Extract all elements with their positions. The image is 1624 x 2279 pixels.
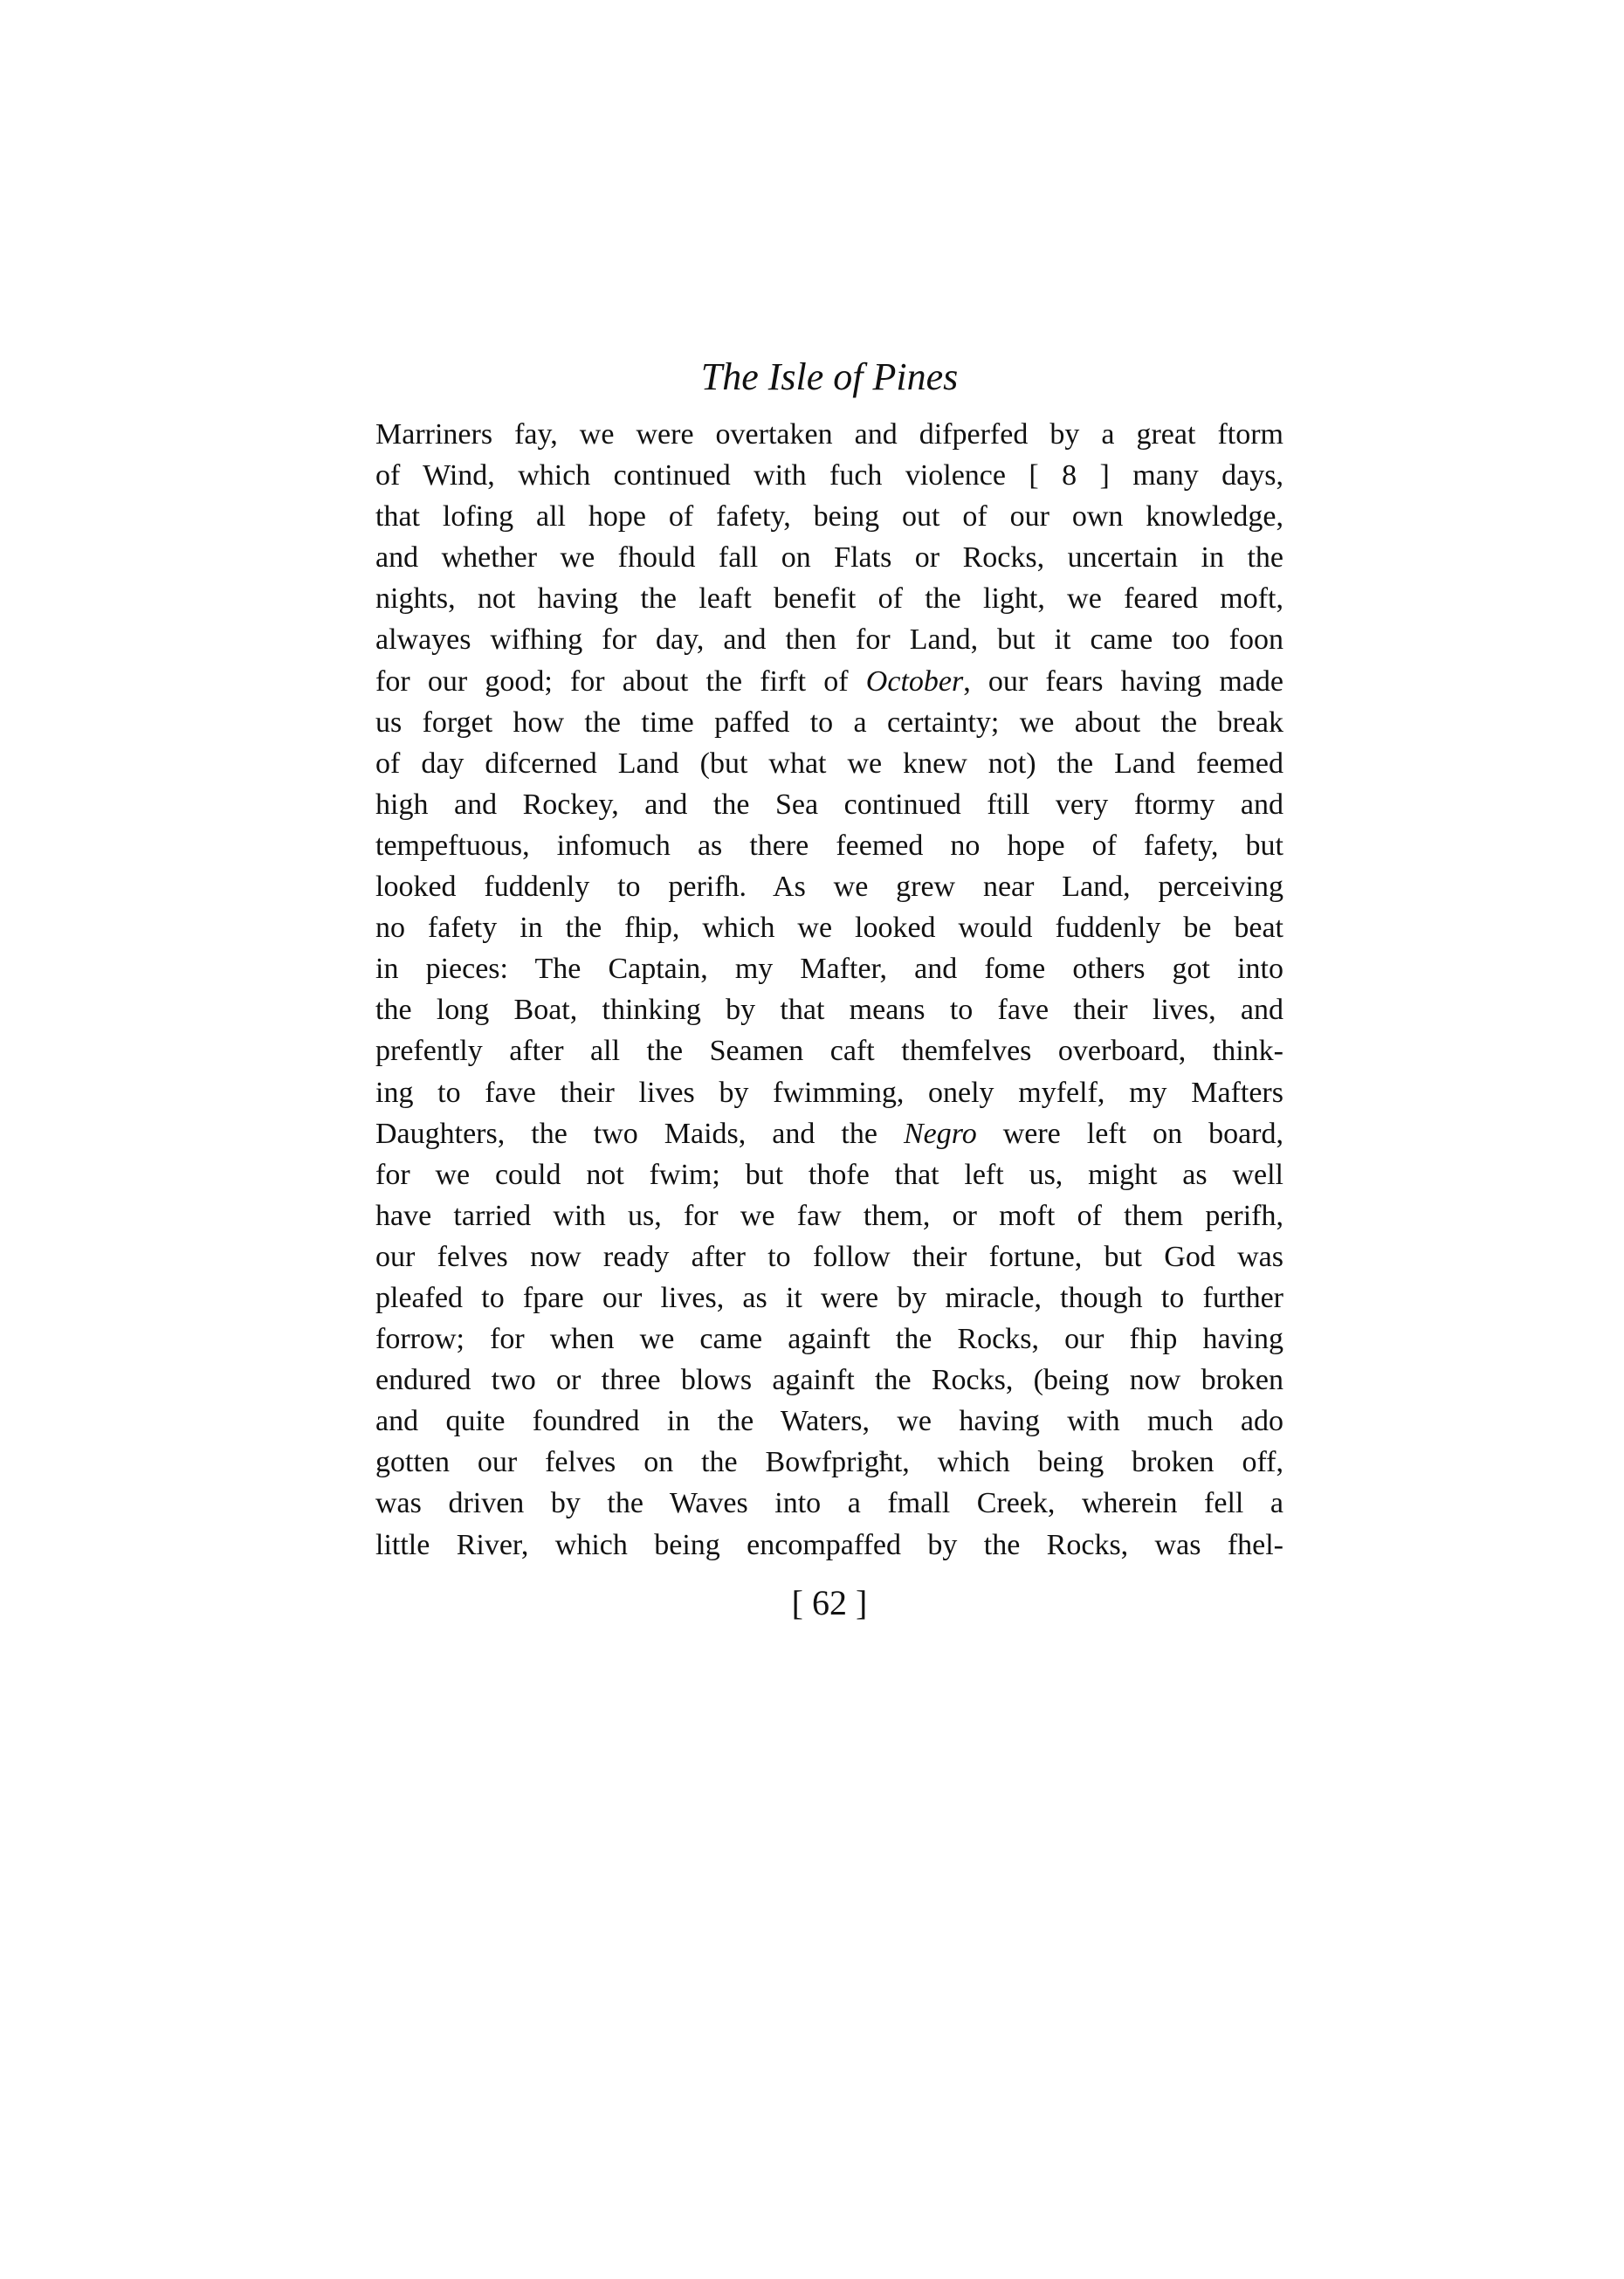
italic-word: Negro <box>903 1117 977 1150</box>
text-line: and whether we fhould fall on Flats or Rocks, uncertain in the <box>375 541 1283 575</box>
text-segment: for our good; for about the firft of <box>375 664 849 698</box>
text-line: our felves now ready after to follow their fortune, but God was <box>375 1240 1283 1273</box>
text-line: Marriners fay, we were overtaken and difperfed by a great ftorm <box>375 418 1283 451</box>
text-line: in pieces: The Captain, my Mafter, and fome others got into <box>375 953 1283 986</box>
text-line: alwayes wifhing for day, and then for Land, but it came too foon <box>375 623 1283 657</box>
text-line: forrow; for when we came againft the Rocks, our fhip having <box>375 1323 1283 1356</box>
text-line: gotten our felves on the Bowfprigħt, which being broken off, <box>375 1446 1283 1479</box>
body-text <box>375 414 1283 1566</box>
text-line: was driven by the Waves into a fmall Creek, wherein fell a <box>375 1487 1283 1520</box>
text-line: the long Boat, thinking by that means to fave their lives, and <box>375 994 1283 1027</box>
running-head: The Isle of Pines <box>700 355 959 398</box>
italic-word: October <box>865 664 964 698</box>
text-line: and quite foundred in the Waters, we having with much ado <box>375 1405 1283 1438</box>
text-line: little River, which being encompaffed by the Rocks, was fhel- <box>375 1528 1283 1561</box>
text-line <box>375 1113 1283 1154</box>
text-line: pleafed to fpare our lives, as it were by miracle, though to further <box>375 1281 1283 1314</box>
text-line: us forget how the time paffed to a certainty; we about the break <box>375 706 1283 739</box>
text-segment: , our fears having made <box>963 664 1283 698</box>
text-line <box>375 661 1283 702</box>
text-line: tempeftuous, infomuch as there feemed no hope of fafety, but <box>375 829 1283 862</box>
text-line: ing to fave their lives by fwimming, onely myfelf, my Mafters <box>375 1076 1283 1109</box>
text-segment: Daughters, the two Maids, and the <box>375 1117 877 1150</box>
text-line: of day difcerned Land (but what we knew not) the Land feemed <box>375 747 1283 780</box>
text-line: nights, not having the leaft benefit of the light, we feared moft, <box>375 582 1283 616</box>
text-line: of Wind, which continued with fuch violence [ 8 ] many days, <box>375 459 1283 492</box>
text-line: endured two or three blows againft the Rocks, (being now broken <box>375 1364 1283 1397</box>
text-segment: were left on board, <box>976 1117 1284 1150</box>
text-line: have tarried with us, for we faw them, or moft of them perifh, <box>375 1199 1283 1232</box>
text-line: no fafety in the fhip, which we looked would fuddenly be beat <box>375 912 1283 945</box>
page-number: [ 62 ] <box>791 1583 868 1622</box>
text-line: looked fuddenly to perifh. As we grew near Land, perceiving <box>375 871 1283 904</box>
text-line: that lofing all hope of fafety, being out of our own knowledge, <box>375 500 1283 534</box>
text-line: for we could not fwim; but thofe that left us, might as well <box>375 1158 1283 1191</box>
text-line: prefently after all the Seamen caft themfelves overboard, think- <box>375 1035 1283 1068</box>
text-line: high and Rockey, and the Sea continued ftill very ftormy and <box>375 788 1283 821</box>
